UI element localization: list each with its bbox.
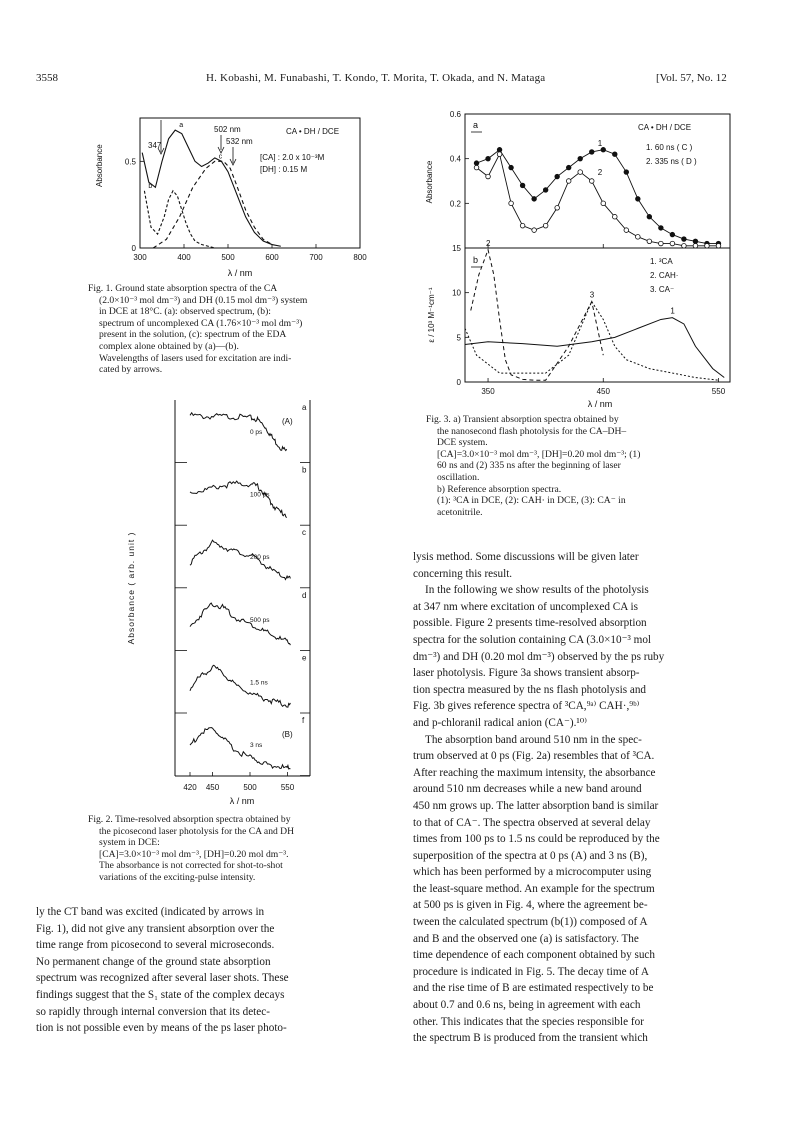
fig3a-legend-title: CA • DH / DCE: [638, 123, 692, 132]
fig3a-point-2: [497, 152, 502, 157]
right-text-line: lysis method. Some discussions will be given later: [413, 551, 639, 563]
figure-3-chart: [410, 104, 740, 412]
fig3a-point-2: [486, 174, 491, 179]
page-number: 3558: [36, 72, 58, 84]
fig3-x-tick-label: 350: [481, 387, 495, 396]
figure-2-chart: [120, 398, 320, 808]
right-text-line: time dependence of each component obtained by such: [413, 949, 655, 962]
author-list: H. Kobashi, M. Funabashi, T. Kondo, T. Morita, T. Okada, and N. Mataga: [206, 72, 546, 84]
fig1-x-tick-label: 800: [353, 253, 367, 262]
right-text-line: procedure is indicated in Fig. 5. The decay time of A: [413, 965, 649, 978]
right-text-line: concerning this result.: [413, 567, 513, 580]
left-text-line: No permanent change of the ground state absorption: [36, 955, 271, 968]
fig3a-point-2: [682, 243, 687, 248]
fig3-caption-line: (1): ³CA in DCE, (2): CAH· in DCE, (3): CA⁻ in: [437, 495, 626, 507]
fig3-xlabel: λ / nm: [587, 399, 613, 409]
right-text-line: around 510 nm decreases while a new band around: [413, 783, 642, 796]
fig2-delay-label: 1.5 ns: [250, 679, 268, 687]
fig1-x-tick-label: 500: [221, 253, 235, 262]
fig1-y-tick-label: 0: [131, 244, 136, 253]
fig3a-series-label-2: 2: [597, 168, 603, 177]
fig3a-ylabel: Absorbance: [425, 160, 434, 204]
right-text-line: at 347 nm where excitation of uncomplexed CA is: [413, 600, 638, 613]
right-text-line: dm⁻³) and DH (0.20 mol dm⁻³) observed by the ps ruby: [413, 650, 665, 663]
right-text-line: After reaching the maximum intensity, the absorbance: [413, 766, 656, 779]
fig2-delay-label: 100 ps: [250, 491, 270, 499]
fig3a-point-1: [682, 237, 687, 242]
right-text-line: times from 100 ps to 1.5 ns could be reproduced by the: [413, 833, 660, 846]
fig2-caption-line: the picosecond laser photolysis for the CA and DH: [99, 825, 295, 837]
left-column-text: [36, 904, 392, 1037]
fig3a-point-1: [693, 239, 698, 244]
fig2-spectrum-f: [190, 728, 290, 770]
fig3a-point-1: [578, 156, 583, 161]
fig2-delay-label: 3 ns: [250, 742, 263, 749]
fig2-panel-letter: c: [302, 528, 306, 538]
fig3a-point-2: [705, 243, 710, 248]
right-text-line: tween the calculated spectrum (b(1)) composed of A: [413, 916, 648, 929]
fig3a-point-1: [497, 147, 502, 152]
fig3a-point-1: [555, 174, 560, 179]
fig2-caption-line: Fig. 2. Time-resolved absorption spectra obtained by: [88, 814, 291, 825]
fig1-caption-line: Wavelengths of lasers used for excitation are indi-: [99, 352, 292, 364]
fig1-caption-line: (2.0×10⁻³ mol dm⁻³) and DH (0.15 mol dm⁻³) system: [99, 294, 308, 306]
fig3a-point-2: [589, 179, 594, 184]
fig3a-point-1: [670, 232, 675, 237]
fig3a-point-1: [601, 147, 606, 152]
right-text-line: the spectrum B is produced from the transient which: [413, 1032, 648, 1045]
fig2-delay-label: 500 ps: [250, 616, 270, 624]
fig3-caption-line: [CA]=3.0×10⁻³ mol dm⁻³, [DH]=0.20 mol dm⁻³; (1): [437, 448, 641, 460]
fig3a-point-2: [474, 165, 479, 170]
fig3-caption-line: DCE system.: [437, 437, 488, 449]
fig2-spectrum-b: [190, 481, 287, 517]
fig3a-point-1: [543, 188, 548, 193]
right-text-line: to that of CA⁻. The spectra observed at several delay: [413, 816, 651, 829]
fig1-legend-line-1: [CA] : 2.0 x 10⁻³M: [260, 153, 325, 162]
fig3a-point-1: [647, 214, 652, 219]
fig3-caption-line: oscillation.: [437, 471, 480, 483]
fig3-caption-line: acetonitrile.: [437, 506, 483, 518]
fig3a-point-1: [486, 156, 491, 161]
fig3a-point-2: [716, 243, 721, 248]
right-text-line: The absorption band around 510 nm in the spec-: [425, 733, 642, 746]
fig1-annotation-532: 532 nm: [226, 137, 253, 146]
figure-1-caption: [88, 283, 378, 376]
fig3b-panel-letter: b: [473, 255, 479, 265]
fig1-x-tick-label: 600: [265, 253, 279, 262]
fig2-axes: [175, 400, 310, 776]
fig2-caption-line: system in DCE:: [99, 837, 160, 849]
fig3a-point-2: [601, 201, 606, 206]
fig3-caption-line: 60 ns and (2) 335 ns after the beginning of laser: [437, 460, 621, 472]
right-text-line: possible. Figure 2 presents time-resolved absorption: [413, 617, 647, 630]
fig2-tag: (A): [282, 417, 293, 426]
fig3a-legend-line-2: 2. 335 ns ( D ): [646, 157, 697, 166]
fig3a-point-2: [624, 228, 629, 233]
fig3-x-tick-label: 450: [596, 387, 610, 396]
fig1-y-tick-label: 0.5: [124, 157, 136, 167]
figure-2-caption: [88, 814, 380, 884]
fig3a-point-2: [670, 241, 675, 246]
right-text-line: and the rise time of B are estimated respectively to be: [413, 982, 654, 995]
fig2-panel-letter: a: [302, 403, 307, 412]
fig2-panel-letter: b: [302, 465, 307, 475]
fig3b-y-tick-label: 15: [452, 244, 461, 253]
fig1-series-a: [142, 130, 281, 246]
fig1-caption-line: complex alone obtained by (a)—(b).: [99, 340, 239, 352]
left-text-line: findings suggest that the S₁ state of the complex decays: [36, 988, 285, 1001]
right-column-text: [413, 549, 737, 1047]
fig3a-axes: [465, 114, 730, 248]
fig3a-point-2: [555, 206, 560, 211]
left-text-line: tion is not possible even by means of the ps laser photo-: [36, 1022, 287, 1035]
fig3a-point-1: [624, 170, 629, 175]
fig3a-point-2: [578, 170, 583, 175]
right-text-line: and B and the observed one (a) is satisfactory. The: [413, 932, 639, 945]
fig3b-legend-line-1: 1. ³CA: [650, 257, 673, 266]
fig3b-series-label-3: 3: [589, 290, 595, 300]
fig3b-y-tick-label: 10: [452, 288, 461, 298]
fig2-x-tick-label: 420: [183, 783, 197, 792]
right-text-line: trum observed at 0 ps (Fig. 2a) resembles that of ³CA.: [413, 750, 655, 763]
fig3a-point-1: [612, 152, 617, 157]
fig1-xlabel: λ / nm: [227, 268, 253, 278]
right-text-line: tion spectra measured by the ns flash photolysis and: [413, 683, 647, 696]
figure-3-caption: [426, 414, 726, 518]
fig2-panel-letter: d: [302, 590, 307, 600]
fig3a-y-tick-label: 0.2: [449, 199, 461, 209]
fig3a-series-label-1: 1: [597, 138, 603, 148]
fig3-caption-line: the nanosecond flash photolysis for the CA–DH–: [437, 425, 627, 437]
fig3a-point-1: [659, 226, 664, 231]
fig3b-series-label-1: 1: [670, 306, 675, 316]
fig3b-y-tick-label: 0: [456, 378, 461, 387]
fig1-x-tick-label: 400: [177, 253, 191, 262]
fig1-x-tick-label: 300: [133, 253, 147, 262]
fig2-ylabel: Absorbance ( arb. unit ): [126, 531, 136, 645]
fig2-xlabel: λ / nm: [229, 796, 255, 806]
fig3a-point-1: [566, 165, 571, 170]
fig3a-point-2: [520, 223, 525, 228]
right-text-line: spectra for the solution containing CA (3.0×10⁻³ mol: [413, 633, 652, 646]
fig3b-ylabel: ε / 10³ M⁻¹cm⁻¹: [427, 287, 436, 343]
fig3b-y-tick-label: 5: [456, 333, 461, 343]
fig3a-y-tick-label: 0.6: [449, 110, 461, 119]
right-text-line: other. This indicates that the species responsible for: [413, 1015, 644, 1028]
right-text-line: which has been performed by a microcomputer using: [413, 866, 652, 879]
fig2-x-tick-label: 550: [280, 783, 295, 792]
fig1-legend-line-2: [DH] : 0.15 M: [260, 165, 308, 174]
fig1-annotation-502: 502 nm: [214, 125, 241, 134]
fig1-legend-title: CA • DH / DCE: [286, 127, 340, 136]
fig3a-point-2: [659, 241, 664, 246]
left-text-line: so rapidly through internal conversion that its detec-: [36, 1005, 270, 1018]
right-text-line: Fig. 3b gives reference spectra of ³CA,⁹ᵃ⁾ CAH·,⁹ᵇ⁾: [413, 700, 640, 713]
fig3a-point-1: [520, 183, 525, 188]
fig3-caption-line: b) Reference absorption spectra.: [437, 483, 562, 495]
fig1-series-label-c: c: [218, 153, 223, 161]
fig2-x-tick-label: 450: [205, 783, 220, 792]
fig1-series-c: [153, 161, 272, 248]
fig2-spectrum-c: [190, 540, 290, 579]
fig3a-point-1: [532, 197, 537, 202]
left-text-line: ly the CT band was excited (indicated by arrows in: [36, 906, 265, 918]
fig3a-point-1: [509, 165, 514, 170]
fig3a-point-1: [589, 150, 594, 155]
fig1-series-label-b: b: [148, 182, 153, 190]
fig3a-point-2: [647, 239, 652, 244]
fig1-series-b: [144, 191, 214, 248]
figure-1-chart: [90, 108, 370, 280]
fig2-delay-label: 200 ps: [250, 554, 270, 562]
fig3b-axes: [465, 248, 730, 382]
fig2-panel-letter: f: [302, 716, 305, 725]
fig3a-point-1: [474, 161, 479, 166]
left-text-line: Fig. 1), did not give any transient absorption over the: [36, 922, 275, 935]
fig2-caption-line: [CA]=3.0×10⁻³ mol dm⁻³, [DH]=0.20 mol dm⁻³.: [99, 848, 289, 860]
fig3b-curve-2: [471, 250, 604, 380]
right-text-line: superposition of the spectra at 0 ps (A) and 3 ns (B),: [413, 849, 648, 862]
fig2-panel-letter: e: [302, 653, 307, 663]
fig3a-point-1: [636, 197, 641, 202]
fig1-x-tick-label: 700: [309, 253, 323, 262]
left-text-line: time range from picosecond to several microseconds.: [36, 939, 275, 952]
fig1-caption-line: in DCE at 18°C. (a): observed spectrum, (b):: [99, 306, 271, 318]
fig3a-legend-line-1: 1. 60 ns ( C ): [646, 143, 693, 152]
fig2-caption-line: variations of the exciting-pulse intensity.: [99, 871, 256, 883]
fig1-annotation-347: 347: [148, 141, 162, 150]
right-text-line: about 0.7 and 0.6 ns, being in agreement with each: [413, 999, 641, 1012]
fig1-series-label-a: a: [179, 122, 184, 130]
fig3a-point-2: [636, 235, 641, 240]
fig2-delay-label: 0 ps: [250, 429, 263, 436]
left-text-line: spectrum was recognized after several laser shots. These: [36, 972, 289, 985]
fig1-caption-line: cated by arrows.: [99, 364, 163, 376]
fig3a-panel-letter: a: [473, 120, 479, 130]
right-text-line: laser photolysis. Figure 3a shows transient absorp-: [413, 667, 640, 680]
fig1-caption-line: spectrum of uncomplexed CA (1.76×10⁻³ mol dm⁻³): [99, 317, 303, 329]
right-text-line: the least-square method. An example for the spectrum: [413, 882, 655, 895]
fig1-caption-line: present in the solution, (c): spectrum of the EDA: [99, 329, 287, 341]
fig2-spectrum-e: [190, 665, 290, 707]
fig3b-legend-line-2: 2. CAH·: [650, 271, 679, 280]
volume-info: [Vol. 57, No. 12: [656, 72, 727, 84]
fig3b-series-label-2: 2: [486, 238, 491, 248]
fig1-caption-line: Fig. 1. Ground state absorption spectra of the CA: [88, 283, 278, 294]
fig3a-point-2: [566, 179, 571, 184]
fig2-x-tick-label: 500: [243, 783, 257, 792]
right-text-line: at 500 ps is given in Fig. 4, where the agreement be-: [413, 899, 648, 912]
fig3a-point-2: [543, 223, 548, 228]
fig3-caption-line: Fig. 3. a) Transient absorption spectra obtained by: [426, 414, 619, 425]
fig3a-point-2: [693, 243, 698, 248]
fig3-x-tick-label: 550: [711, 387, 726, 396]
right-text-line: 450 nm grows up. The latter absorption band is similar: [413, 799, 659, 812]
fig2-spectrum-a: [190, 413, 287, 451]
fig3a-point-2: [509, 201, 514, 206]
right-text-line: In the following we show results of the photolysis: [425, 584, 649, 597]
fig2-spectrum-d: [190, 603, 290, 645]
fig3b-legend-line-3: 3. CA⁻: [650, 285, 675, 294]
fig2-tag: (B): [282, 730, 293, 739]
fig1-ylabel: Absorbance: [95, 144, 104, 187]
fig3a-y-tick-label: 0.4: [449, 154, 461, 164]
right-text-line: and p-chloranil radical anion (CA⁻).¹⁰⁾: [413, 716, 587, 729]
fig2-caption-line: The absorbance is not corrected for shot-to-shot: [99, 860, 283, 872]
fig3a-point-2: [612, 214, 617, 219]
fig3a-point-2: [532, 228, 537, 233]
